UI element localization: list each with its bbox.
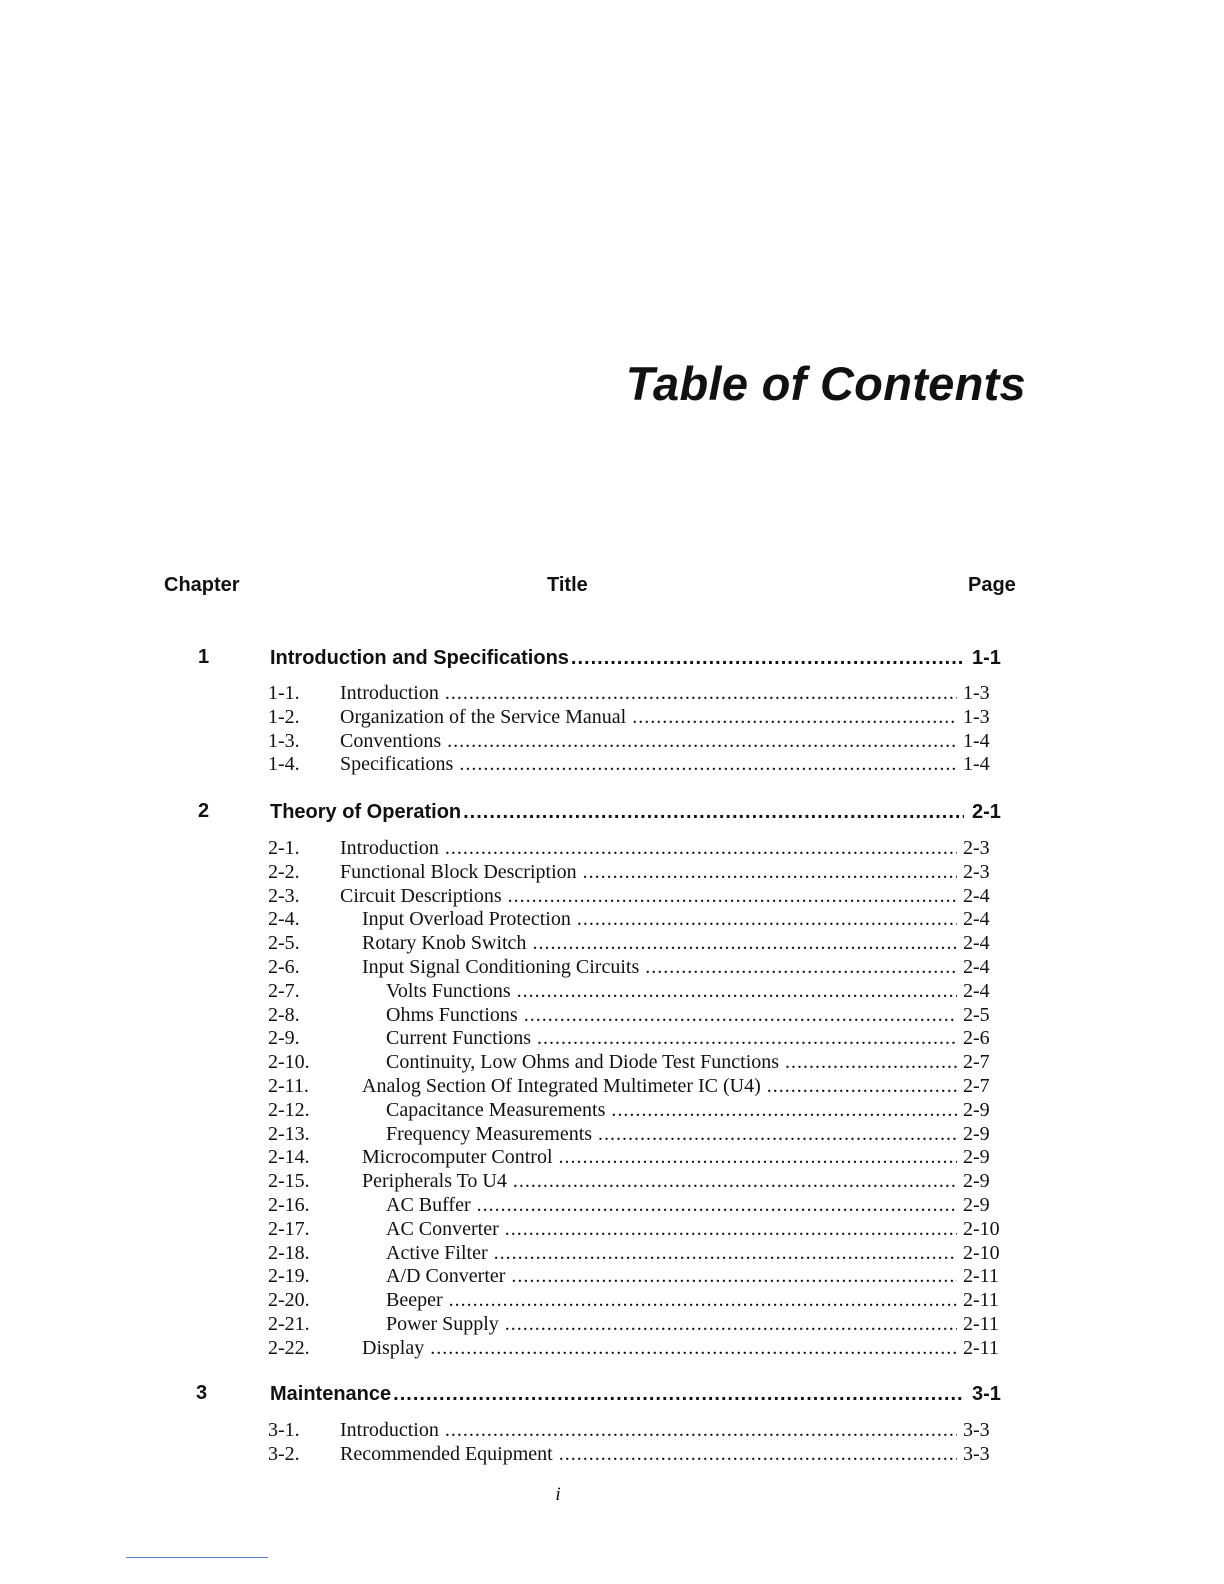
dot-leader: [571, 646, 964, 670]
section-number: 2-8.: [268, 1003, 300, 1026]
section-page: 2-9: [963, 1194, 990, 1216]
section-title-text: Recommended Equipment: [340, 1442, 553, 1465]
section-title: [340, 1003, 518, 1027]
section-title: [340, 931, 526, 955]
chapter-entry[interactable]: [270, 800, 1002, 824]
section-title-text: Functional Block Description: [340, 860, 577, 883]
section-entry[interactable]: [268, 705, 1001, 729]
dot-leader: [449, 1288, 957, 1312]
section-page: 2-10: [963, 1241, 1000, 1264]
dot-leader: [583, 860, 957, 884]
section-entry[interactable]: [268, 1442, 1001, 1466]
section-title: [340, 1074, 761, 1098]
dot-leader: [445, 836, 957, 860]
section-number: 2-15.: [268, 1170, 310, 1193]
section-number: 2-1.: [268, 837, 300, 859]
section-entry[interactable]: [268, 836, 1001, 860]
section-number: 2-2.: [268, 860, 300, 883]
section-page: 1-3: [963, 705, 990, 728]
section-number: 2-7.: [268, 979, 300, 1002]
page-number: i: [555, 1484, 561, 1505]
chapter-entry[interactable]: [270, 646, 1002, 670]
section-title-text: Continuity, Low Ohms and Diode Test Functions: [386, 1051, 780, 1074]
section-title-text: Circuit Descriptions: [340, 884, 502, 907]
section-page: 2-9: [963, 1122, 990, 1145]
chapter-title: Theory of Operation: [270, 801, 462, 823]
section-number: 2-20.: [268, 1289, 310, 1312]
section-entry[interactable]: [268, 1169, 1001, 1193]
section-page: 2-4: [963, 908, 990, 931]
chapter-number: 2: [198, 800, 210, 822]
section-page: 3-3: [963, 1419, 990, 1441]
section-entry[interactable]: [268, 1241, 1001, 1265]
dot-leader: [785, 1050, 957, 1074]
section-number: 3-2.: [268, 1442, 300, 1465]
section-page: 2-4: [963, 884, 990, 907]
section-title: [340, 1145, 553, 1169]
dot-leader: [447, 729, 957, 753]
section-number: 2-17.: [268, 1217, 310, 1240]
section-number: 2-10.: [268, 1051, 310, 1074]
column-header-page: Page: [968, 574, 1016, 596]
section-title: [340, 1098, 605, 1122]
section-title: [340, 1122, 592, 1146]
section-page: 2-7: [963, 1075, 990, 1097]
section-title-text: Specifications: [340, 753, 454, 776]
section-page: 2-9: [963, 1098, 990, 1121]
section-title-text: AC Converter: [386, 1217, 499, 1240]
section-entry[interactable]: [268, 729, 1001, 753]
section-title-text: Active Filter: [386, 1241, 488, 1264]
chapter-page: 1-1: [972, 647, 1001, 669]
section-entry[interactable]: [268, 1217, 1001, 1241]
section-entry[interactable]: [268, 884, 1001, 908]
section-number: 2-6.: [268, 956, 300, 978]
dot-leader: [559, 1145, 957, 1169]
section-title: [340, 1264, 505, 1288]
section-title: [340, 836, 439, 860]
section-title-text: Introduction: [340, 682, 439, 704]
section-title: [340, 1193, 471, 1217]
section-title-text: Input Overload Protection: [362, 908, 571, 931]
dot-leader: [505, 1312, 957, 1336]
section-title: [340, 705, 626, 729]
section-number: 2-21.: [268, 1313, 310, 1335]
dot-leader: [532, 931, 957, 955]
section-entry[interactable]: [268, 681, 1001, 705]
dot-leader: [463, 800, 964, 824]
section-title: [340, 681, 439, 705]
section-number: 2-19.: [268, 1265, 310, 1288]
section-page: 2-11: [963, 1313, 999, 1335]
dot-leader: [537, 1026, 957, 1050]
section-entry[interactable]: [268, 1098, 1001, 1122]
dot-leader: [524, 1003, 957, 1027]
section-page: 2-11: [963, 1336, 999, 1359]
section-page: 1-4: [963, 729, 990, 752]
section-title-text: Volts Functions: [386, 979, 511, 1002]
dot-leader: [598, 1122, 957, 1146]
section-entry[interactable]: [268, 1050, 1001, 1074]
section-page: 2-10: [963, 1217, 1000, 1240]
section-title: [340, 979, 511, 1003]
section-number: 2-9.: [268, 1027, 300, 1050]
section-entry[interactable]: [268, 860, 1001, 884]
section-title-text: Analog Section Of Integrated Multimeter IC (U4): [362, 1075, 761, 1097]
section-number: 3-1.: [268, 1419, 300, 1441]
section-title-text: Current Functions: [386, 1027, 531, 1050]
dot-leader: [632, 705, 957, 729]
dot-leader: [645, 955, 957, 979]
section-title: [340, 1442, 553, 1466]
section-page: 2-3: [963, 837, 990, 859]
dot-leader: [511, 1264, 957, 1288]
section-entry[interactable]: [268, 1336, 1001, 1360]
section-number: 1-4.: [268, 753, 300, 776]
section-page: 2-7: [963, 1051, 990, 1074]
section-entry[interactable]: [268, 931, 1001, 955]
section-title-text: Organization of the Service Manual: [340, 705, 627, 728]
section-number: 2-5.: [268, 932, 300, 955]
section-entry[interactable]: [268, 955, 1001, 979]
chapter-title: Introduction and Specifications: [270, 647, 569, 669]
section-entry[interactable]: [268, 1026, 1001, 1050]
section-title-text: AC Buffer: [386, 1194, 471, 1216]
section-title-text: Peripherals To U4: [362, 1170, 507, 1193]
dot-leader: [430, 1336, 957, 1360]
column-header-title: Title: [547, 574, 588, 596]
dot-leader: [494, 1241, 957, 1265]
dot-leader: [559, 1442, 957, 1466]
section-title-text: Conventions: [340, 729, 442, 752]
section-number: 2-18.: [268, 1241, 310, 1264]
section-title: [340, 1169, 507, 1193]
section-number: 2-4.: [268, 908, 300, 931]
section-title-text: Rotary Knob Switch: [362, 932, 527, 955]
section-page: 2-4: [963, 956, 990, 978]
section-number: 2-13.: [268, 1122, 310, 1145]
column-header-chapter: Chapter: [164, 574, 240, 596]
section-title-text: Introduction: [340, 837, 439, 859]
chapter-number: 1: [198, 646, 210, 668]
section-title-text: Beeper: [386, 1289, 443, 1312]
section-page: 2-9: [963, 1146, 990, 1169]
section-page: 2-11: [963, 1265, 999, 1288]
section-title: [340, 1026, 531, 1050]
chapter-number: 3: [196, 1382, 208, 1404]
section-entry[interactable]: [268, 1193, 1001, 1217]
section-title: [340, 1312, 499, 1336]
section-title-text: Display: [362, 1336, 425, 1359]
section-number: 2-11.: [268, 1075, 309, 1097]
section-title-text: Capacitance Measurements: [386, 1098, 606, 1121]
dot-leader: [513, 1169, 957, 1193]
dot-leader: [477, 1193, 957, 1217]
section-title: [340, 752, 453, 776]
section-title: [340, 907, 571, 931]
dot-leader: [767, 1074, 957, 1098]
section-number: 2-3.: [268, 884, 300, 907]
dot-leader: [505, 1217, 957, 1241]
section-entry[interactable]: [268, 1418, 1001, 1442]
section-entry[interactable]: [268, 979, 1001, 1003]
dot-leader: [445, 1418, 957, 1442]
chapter-title: Maintenance: [270, 1383, 392, 1405]
section-entry[interactable]: [268, 1145, 1001, 1169]
section-number: 1-2.: [268, 705, 300, 728]
section-title-text: Ohms Functions: [386, 1003, 518, 1026]
section-title: [340, 1217, 499, 1241]
section-title-text: Introduction: [340, 1419, 439, 1441]
section-number: 2-22.: [268, 1336, 310, 1359]
dot-leader: [611, 1098, 957, 1122]
section-page: 2-11: [963, 1289, 999, 1312]
section-title: [340, 729, 441, 753]
section-entry[interactable]: [268, 1074, 1001, 1098]
section-page: 3-3: [963, 1442, 990, 1465]
section-entry[interactable]: [268, 907, 1001, 931]
section-title: [340, 1288, 443, 1312]
section-title: [340, 1050, 779, 1074]
section-number: 1-1.: [268, 682, 300, 704]
section-title: [340, 1418, 439, 1442]
dot-leader: [393, 1382, 964, 1406]
dot-leader: [517, 979, 957, 1003]
underline-rule: [126, 1557, 268, 1558]
section-title-text: A/D Converter: [386, 1265, 506, 1288]
section-title-text: Microcomputer Control: [362, 1146, 553, 1169]
section-entry[interactable]: [268, 1003, 1001, 1027]
section-title: [340, 884, 502, 908]
section-page: 2-4: [963, 979, 990, 1002]
section-title-text: Power Supply: [386, 1313, 499, 1335]
chapter-page: 2-1: [972, 801, 1001, 823]
section-entry[interactable]: [268, 752, 1001, 776]
section-title: [340, 1336, 424, 1360]
section-entry[interactable]: [268, 1312, 1001, 1336]
section-entry[interactable]: [268, 1122, 1001, 1146]
section-title-text: Frequency Measurements: [386, 1122, 593, 1145]
section-number: 2-12.: [268, 1098, 310, 1121]
section-page: 2-6: [963, 1027, 990, 1050]
section-page: 2-4: [963, 932, 990, 955]
section-page: 1-3: [963, 682, 990, 704]
page-title: Table of Contents: [625, 357, 1026, 410]
chapter-page: 3-1: [972, 1383, 1001, 1405]
section-number: 2-14.: [268, 1146, 310, 1169]
dot-leader: [577, 907, 957, 931]
section-page: 2-5: [963, 1003, 990, 1026]
section-title: [340, 860, 577, 884]
section-title-text: Input Signal Conditioning Circuits: [362, 956, 640, 978]
section-page: 2-3: [963, 860, 990, 883]
section-entry[interactable]: [268, 1288, 1001, 1312]
section-page: 1-4: [963, 753, 990, 776]
section-entry[interactable]: [268, 1264, 1001, 1288]
section-title: [340, 1241, 488, 1265]
dot-leader: [445, 681, 957, 705]
section-title: [340, 955, 639, 979]
chapter-entry[interactable]: [270, 1382, 1002, 1406]
section-page: 2-9: [963, 1170, 990, 1193]
section-number: 1-3.: [268, 729, 300, 752]
dot-leader: [508, 884, 957, 908]
dot-leader: [459, 752, 957, 776]
section-number: 2-16.: [268, 1194, 310, 1216]
